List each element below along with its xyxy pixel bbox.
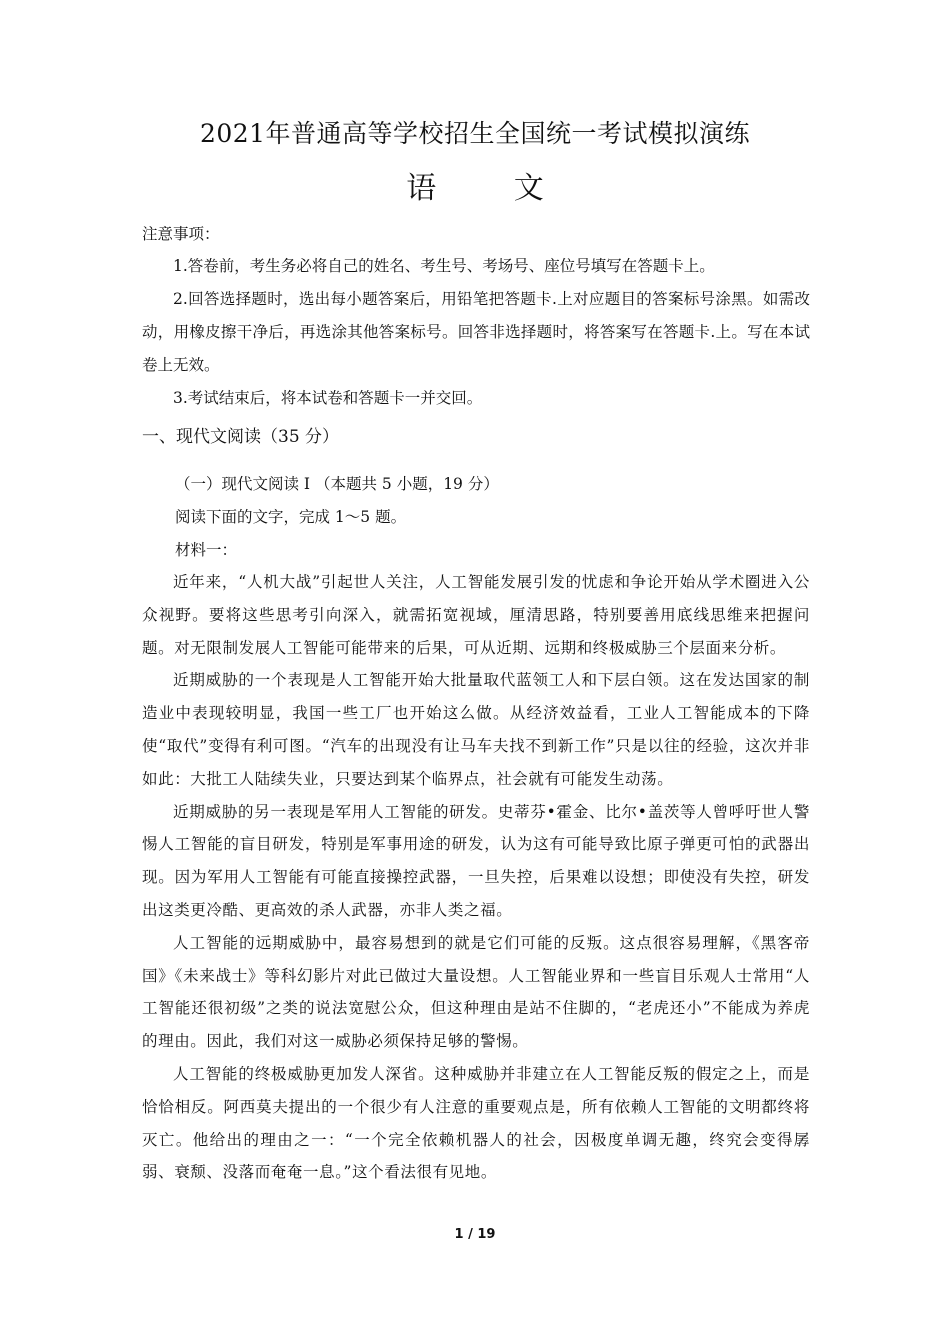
page-number: 1 / 19 bbox=[454, 1227, 496, 1242]
notice-item: 2.回答选择题时，选出每小题答案后，用铅笔把答题卡.上对应题目的答案标号涂黑。如需改动，用橡皮擦干净后，再选涂其他答案标号。回答非选择题时，将答案写在答题卡.上。写在本试卷上无效。 bbox=[142, 290, 810, 374]
sub-section-heading: （一）现代文阅读 I （本题共 5 小题，19 分） bbox=[175, 475, 499, 493]
material-text bbox=[142, 566, 810, 1189]
material-paragraph: 近年来，“人机大战”引起世人关注，人工智能发展引发的忧虑和争论开始从学术圈进入公众视野。要将这些思考引向深入，就需拓宽视域，厘清思路，特别要善用底线思维来把握问题。对无限制发展人工智能可能带来的后果，可从近期、远期和终极威胁三个层面来分析。 bbox=[142, 573, 810, 657]
section-heading: 一、现代文阅读（35 分） bbox=[142, 427, 340, 447]
exam-title: 2021年普通高等学校招生全国统一考试模拟演练 bbox=[199, 119, 751, 148]
material-paragraph: 人工智能的远期威胁中，最容易想到的就是它们可能的反叛。这点很容易理解，《黑客帝国》《未来战士》等科幻影片对此已做过大量设想。人工智能业界和一些盲目乐观人士常用“人工智能还很初级”之类的说法宽慰公众，但这种理由是站不住脚的，“老虎还小”不能成为养虎的理由。因此，我们对这一威胁必须保持足够的警惕。 bbox=[142, 933, 810, 1051]
notice-item: 1.答卷前，考生务必将自己的姓名、考生号、考场号、座位号填写在答题卡上。 bbox=[173, 257, 715, 275]
material-paragraph: 近期威胁的一个表现是人工智能开始大批量取代蓝领工人和下层白领。这在发达国家的制造业中表现较明显，我国一些工厂也开始这么做。从经济效益看，工业人工智能成本的下降使“取代”变得有利可图。“汽车的出现没有让马车夫找不到新工作”只是以往的经验，这次并非如此：大批工人陆续失业，只要达到某个临界点，社会就有可能发生动荡。 bbox=[142, 671, 810, 788]
notice-item: 3.考试结束后，将本试卷和答题卡一并交回。 bbox=[173, 389, 483, 407]
notice-list bbox=[142, 250, 810, 415]
material-paragraph: 近期威胁的另一表现是军用人工智能的研发。史蒂芬•霍金、比尔•盖茨等人曾呼吁世人警惕人工智能的盲目研发，特别是军事用途的研发，认为这有可能导致比原子弹更可怕的武器出现。因为军用人工智能有可能直接操控武器，一旦失控，后果难以设想；即使没有失控，研发出这类更冷酷、更高效的杀人武器，亦非人类之福。 bbox=[142, 802, 810, 919]
subject-title: 语 文 bbox=[406, 171, 578, 206]
material-paragraph: 人工智能的终极威胁更加发人深省。这种威胁并非建立在人工智能反叛的假定之上，而是恰恰相反。阿西莫夫提出的一个很少有人注意的重要观点是，所有依赖人工智能的文明都终将灭亡。他给出的理由之一：“一个完全依赖机器人的社会，因极度单调无趣，终究会变得孱弱、衰颓、没落而奄奄一息。”这个看法很有见地。 bbox=[142, 1064, 810, 1182]
reading-instruction: 阅读下面的文字，完成 1～5 题。 bbox=[175, 508, 407, 526]
material-label: 材料一： bbox=[175, 541, 238, 559]
notice-heading: 注意事项： bbox=[142, 225, 220, 243]
